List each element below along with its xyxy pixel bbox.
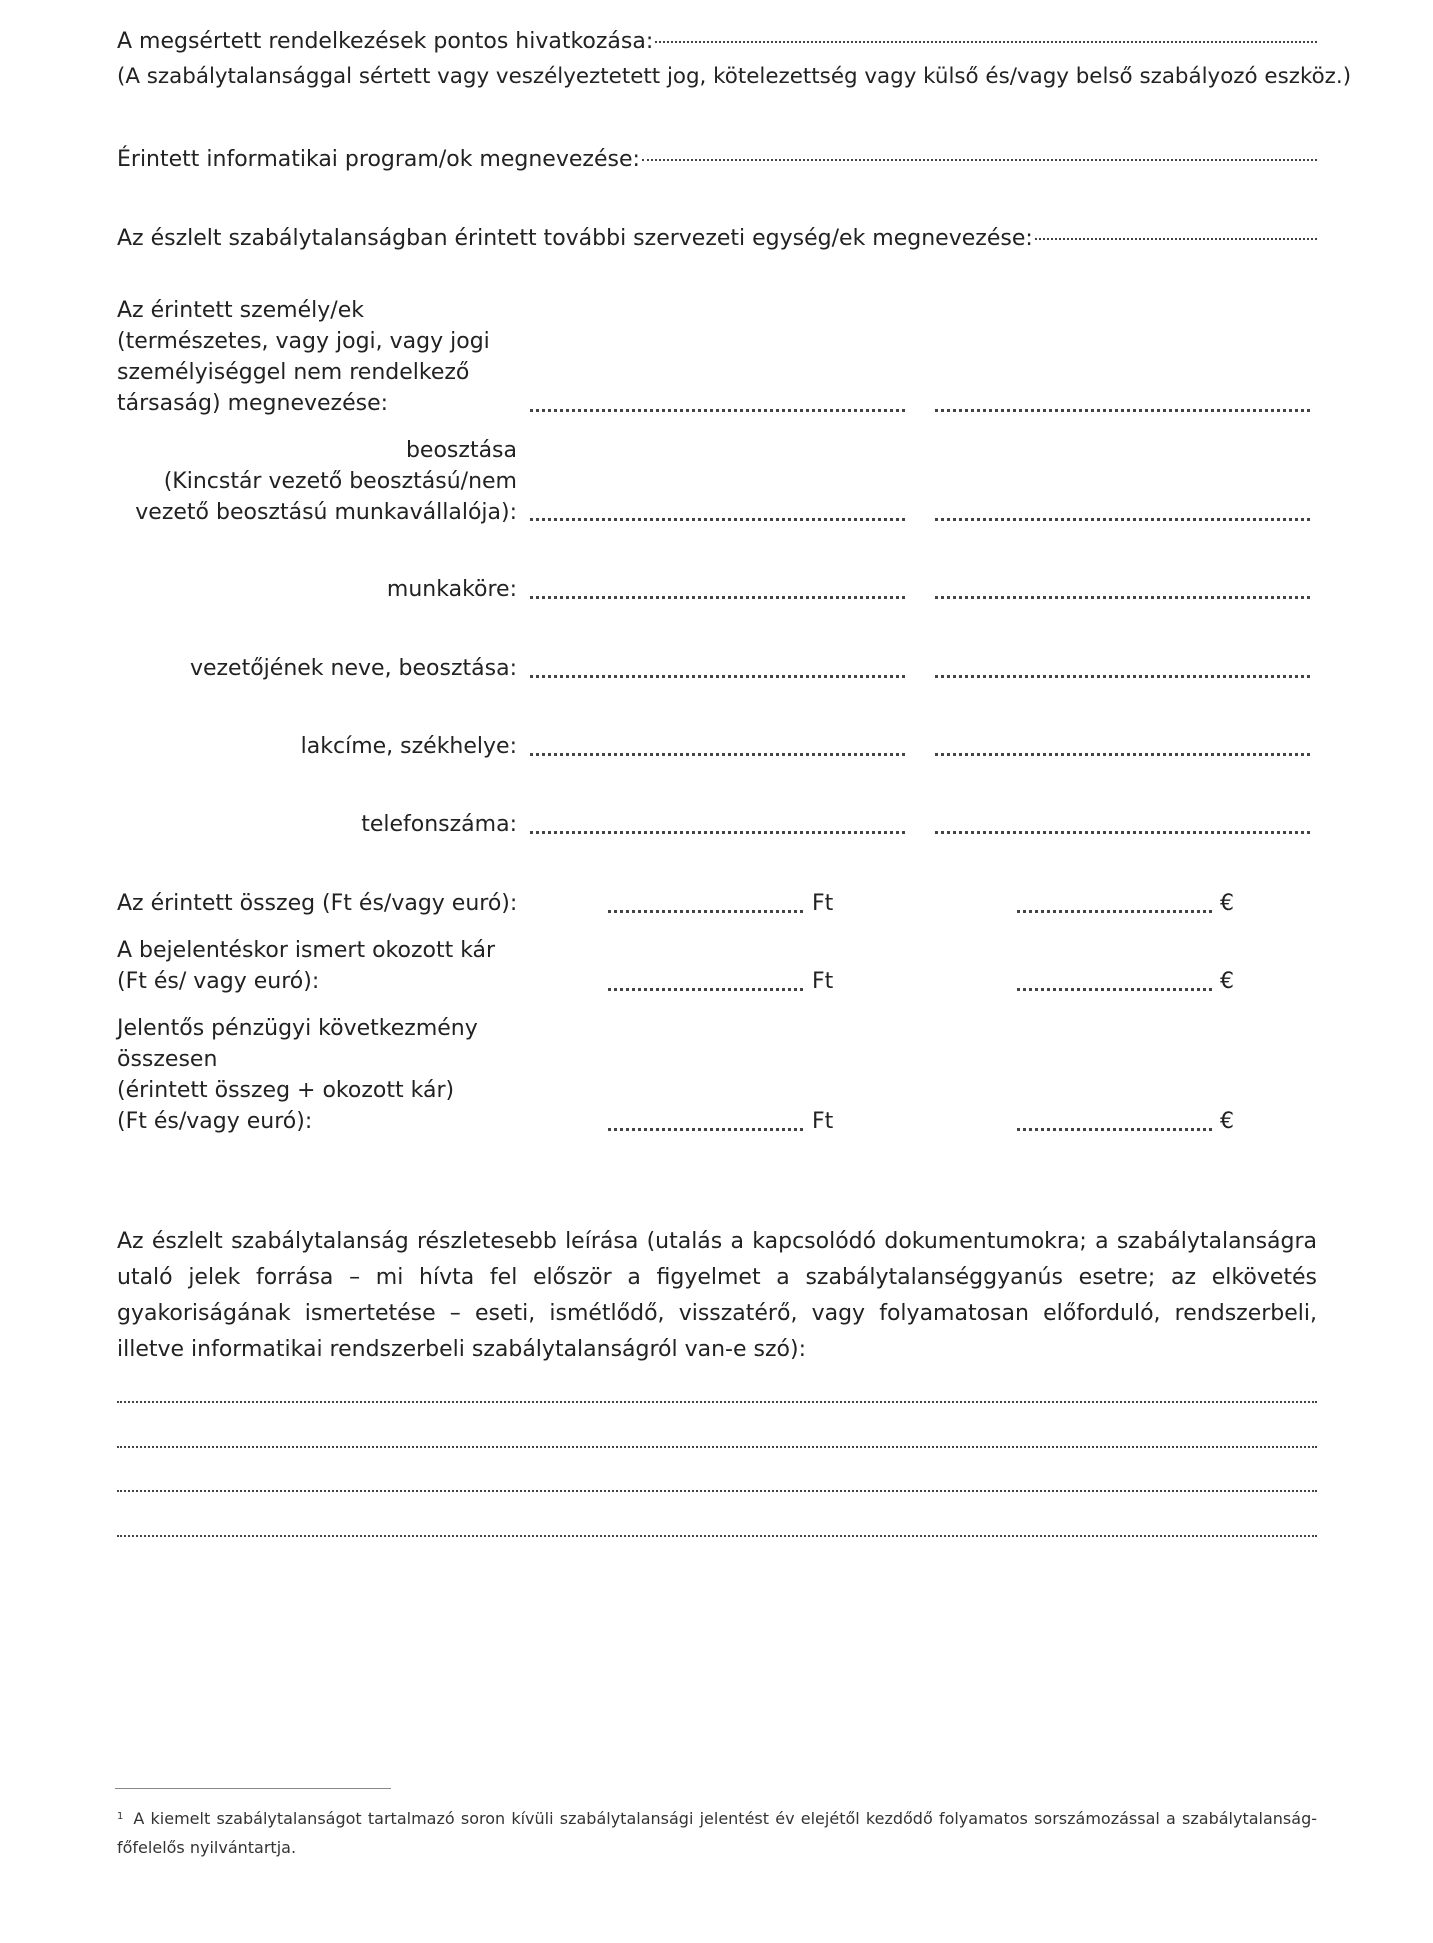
damage-label-2: (Ft és/ vagy euró):	[117, 969, 320, 994]
total-label-4: (Ft és/vagy euró):	[117, 1109, 313, 1134]
manager-field-1[interactable]	[530, 675, 905, 678]
description-line-4[interactable]	[117, 1535, 1317, 1537]
total-label-1: Jelentős pénzügyi következmény	[117, 1016, 478, 1041]
total-eur-unit: €	[1220, 1109, 1234, 1134]
damage-eur-field[interactable]	[1017, 988, 1212, 991]
provisions-line	[117, 26, 1317, 57]
person-name-field-1[interactable]	[530, 409, 905, 412]
it-programs-fill[interactable]	[642, 159, 1317, 161]
description-line-2[interactable]	[117, 1446, 1317, 1448]
footnote-text: A kiemelt szabálytalanságot tartalmazó soron kívüli szabálytalansági jelentést év elejétől kezdődő folyamatos sorszámozással a szabálytalanság-főfelelős nyilvántartja.	[117, 1809, 1317, 1857]
it-programs-line	[117, 144, 1317, 175]
description-line-1[interactable]	[117, 1401, 1317, 1403]
affected-ft-field[interactable]	[608, 910, 803, 913]
org-units-fill[interactable]	[1035, 238, 1317, 240]
org-units-label: Az észlelt szabálytalanságban érintett további szervezeti egység/ek megnevezése:	[117, 226, 1033, 251]
total-eur-field[interactable]	[1017, 1128, 1212, 1131]
phone-field-2[interactable]	[935, 831, 1310, 834]
job-field-1[interactable]	[530, 596, 905, 599]
address-field-2[interactable]	[935, 753, 1310, 756]
job-field-2[interactable]	[935, 596, 1310, 599]
total-label-2: összesen	[117, 1047, 218, 1072]
manager-label: vezetőjének neve, beosztása:	[189, 656, 517, 681]
affected-eur-unit: €	[1220, 891, 1234, 916]
address-field-1[interactable]	[530, 753, 905, 756]
description-text: Az észlelt szabálytalanság részletesebb leírása (utalás a kapcsolódó dokumentumokra; a szabálytalanságra utaló jelek forrása – mi hívta fel először a figyelmet a szabálytalanséggyanús esetre; az elkövetés gyakoriságának ismertetése – eseti, ismétlődő, visszatérő, vagy folyamatosan előforduló, rendszerbeli, illetve informatikai rendszerbeli szabálytalanságról van-e szó):	[117, 1229, 1317, 1362]
damage-eur-unit: €	[1220, 969, 1234, 994]
phone-label: telefonszáma:	[361, 812, 517, 837]
it-programs-label: Érintett informatikai program/ok megnevezése:	[117, 147, 640, 172]
damage-ft-field[interactable]	[608, 988, 803, 991]
position-label-3: vezető beosztású munkavállalója):	[135, 500, 517, 525]
person-title-2: (természetes, vagy jogi, vagy jogi	[117, 329, 490, 354]
provisions-fill[interactable]	[655, 41, 1317, 43]
total-ft-unit: Ft	[812, 1109, 834, 1134]
total-ft-field[interactable]	[608, 1128, 803, 1131]
person-name-field-2[interactable]	[935, 409, 1310, 412]
total-label-3: (érintett összeg + okozott kár)	[117, 1078, 455, 1103]
affected-eur-field[interactable]	[1017, 910, 1212, 913]
position-field-2[interactable]	[935, 518, 1310, 521]
person-title-3: személyiséggel nem rendelkező	[117, 360, 470, 385]
damage-label-1: A bejelentéskor ismert okozott kár	[117, 938, 496, 963]
manager-field-2[interactable]	[935, 675, 1310, 678]
phone-field-1[interactable]	[530, 831, 905, 834]
affected-ft-unit: Ft	[812, 891, 834, 916]
person-title-1: Az érintett személy/ek	[117, 298, 364, 323]
job-label: munkaköre:	[386, 577, 517, 602]
footnote-mark: 1	[117, 1811, 124, 1822]
position-label-1: beosztása	[405, 438, 517, 463]
position-label-2: (Kincstár vezető beosztású/nem	[163, 469, 517, 494]
description-line-3[interactable]	[117, 1490, 1317, 1492]
address-label: lakcíme, székhelye:	[300, 734, 517, 759]
position-field-1[interactable]	[530, 518, 905, 521]
affected-amount-label: Az érintett összeg (Ft és/vagy euró):	[117, 891, 518, 916]
footnote-rule	[115, 1788, 391, 1789]
provisions-label: A megsértett rendelkezések pontos hivatkozása:	[117, 29, 654, 54]
person-title-4: társaság) megnevezése:	[117, 391, 389, 416]
org-units-line	[117, 223, 1317, 254]
provisions-note: (A szabálytalansággal sértett vagy veszélyeztetett jog, kötelezettség vagy külső és/vagy belső szabályozó eszköz.)	[117, 64, 1352, 89]
damage-ft-unit: Ft	[812, 969, 834, 994]
footnote	[117, 1802, 1317, 1862]
